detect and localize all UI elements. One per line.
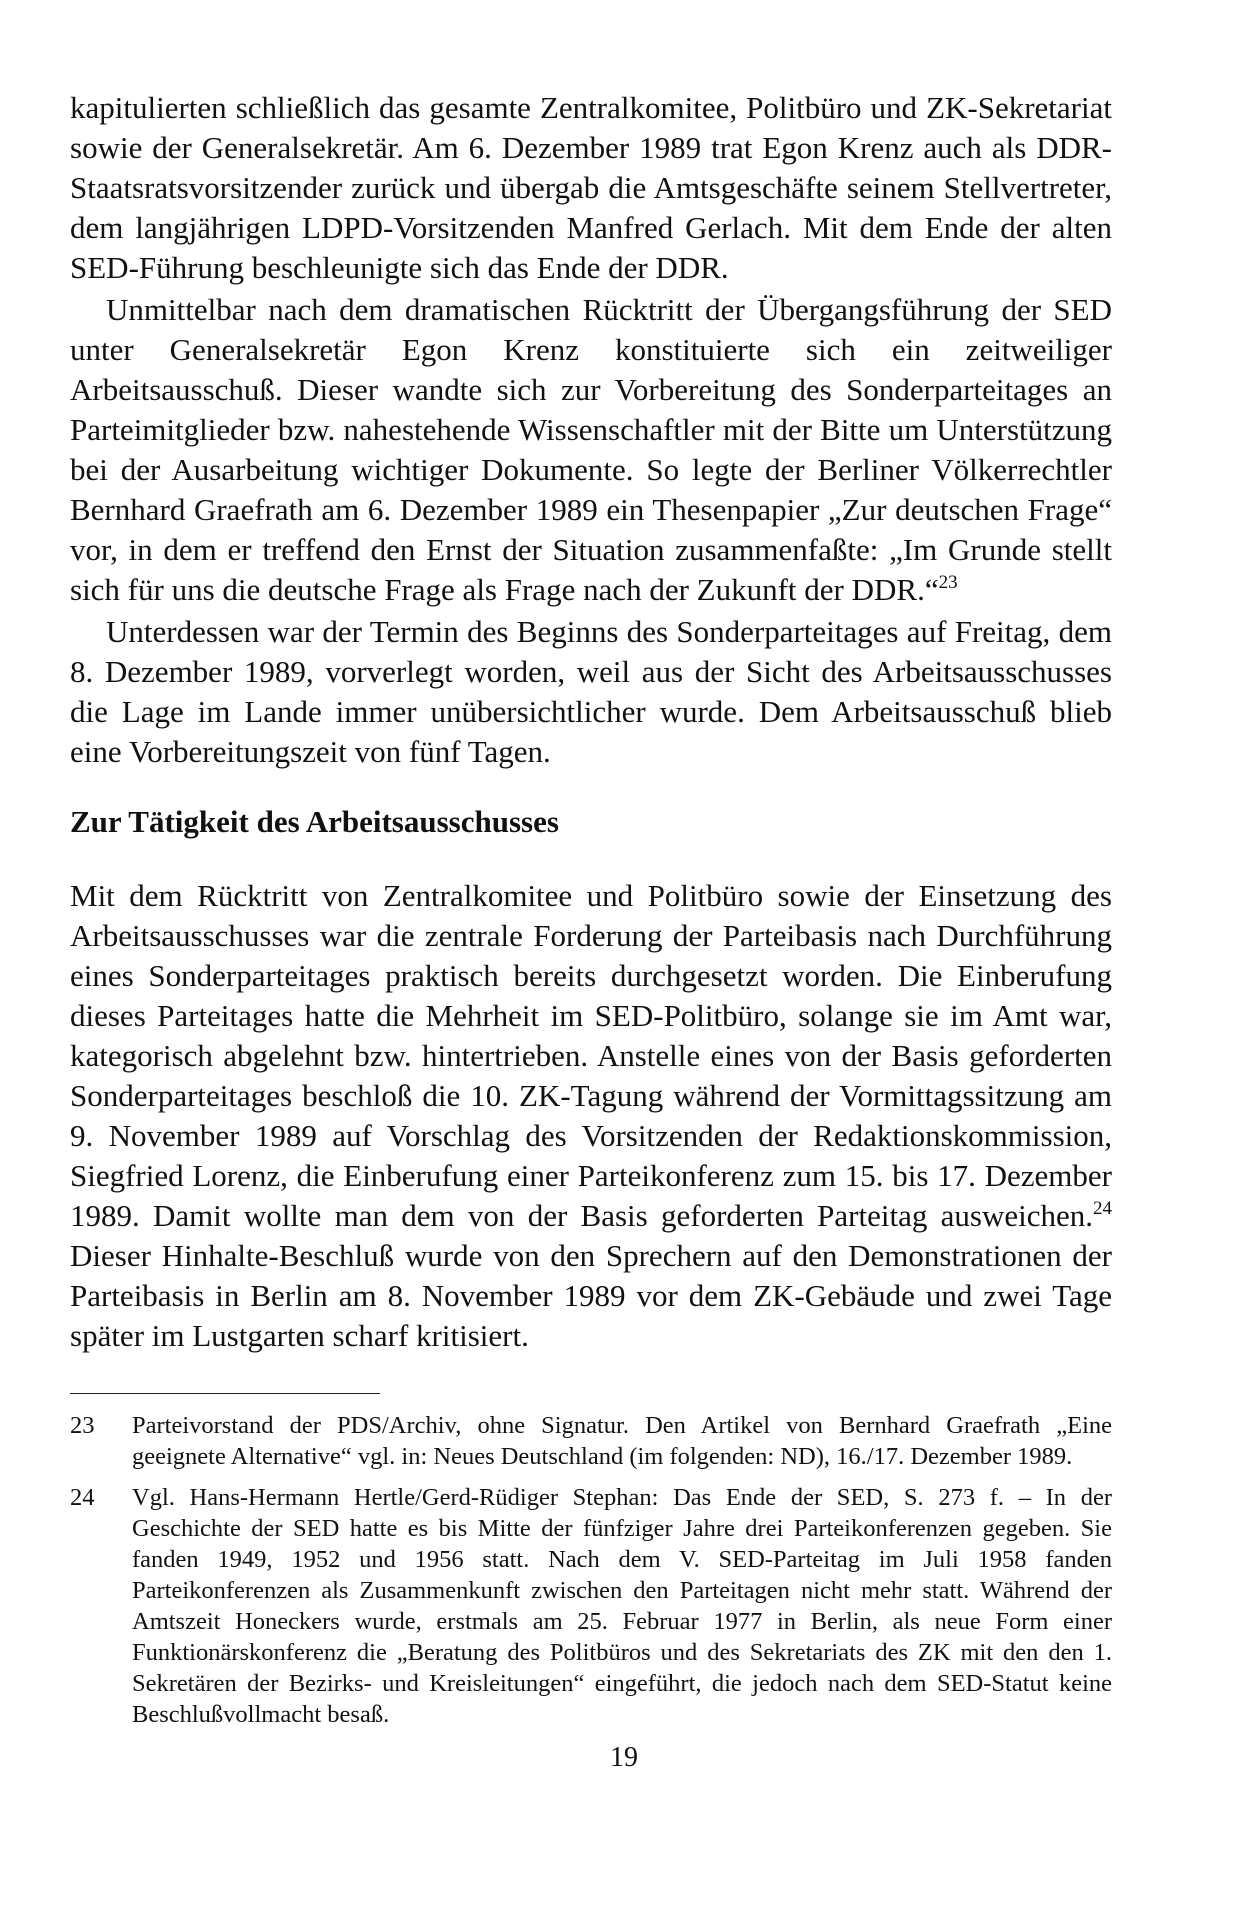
paragraph-1: kapitulierten schließlich das gesamte Zentralkomitee, Politbüro und ZK-Sekretariat sowie der Generalsekretär. Am 6. Dezember 1989 trat Egon Krenz auch als DDR-Staatsratsvorsitzender zurück und übergab die Amtsgeschäfte seinem Stellvertreter, dem langjährigen LDPD-Vorsitzenden Manfred Gerlach. Mit dem Ende der alten SED-Führung beschleunigte sich das Ende der DDR. [70, 90, 1112, 285]
footnote-number: 23 [70, 1412, 95, 1439]
page-number: 19 [610, 1742, 638, 1773]
footnote-number: 24 [70, 1484, 95, 1511]
paragraph-2-text: Unmittelbar nach dem dramatischen Rücktritt der Übergangsführung der SED unter Generalsekretär Egon Krenz konstituierte sich ein zeitweiliger Arbeitsausschuß. Dieser wandte sich zur Vorbereitung des Sonderparteitages an Parteimitglieder bzw. nahestehende Wissenschaftler mit der Bitte um Unterstützung bei der Ausarbeitung wichtiger Dokumente. So legte der Berliner Völkerrechtler Bernhard Graefrath am 6. Dezember 1989 ein Thesenpapier „Zur deutschen Frage“ vor, in dem er treffend den Ernst der Situation zusammenfaßte: „Im Grunde stellt sich für uns die deutsche Frage als Frage nach der Zukunft der DDR.“ [70, 292, 1112, 607]
footnote-divider [70, 1393, 380, 1394]
footnote-24 [70, 1482, 1112, 1730]
footnote-text: Vgl. Hans-Hermann Hertle/Gerd-Rüdiger Stephan: Das Ende der SED, S. 273 f. – In der Geschichte der SED hatte es bis Mitte der fünfziger Jahre drei Parteikonferenzen gegeben. Sie fanden 1949, 1952 und 1956 statt. Nach dem V. SED-Parteitag im Juli 1958 fanden Parteikonferenzen als Zusammenkunft zwischen den Parteitagen nicht mehr statt. Während der Amtszeit Honeckers wurde, erstmals am 25. Februar 1977 in Berlin, als neue Form einer Funktionärskonferenz die „Beratung des Politbüros und des Sekretariats des ZK mit den den 1. Sekretären der Bezirks- und Kreisleitungen“ eingeführt, die jedoch nach dem SED-Statut keine Beschlußvollmacht besaß. [132, 1484, 1112, 1728]
body-text [70, 88, 1112, 772]
paragraph-4-text-b: Dieser Hinhalte-Beschluß wurde von den Sprechern auf den Demonstrationen der Parteibasis in Berlin am 8. November 1989 vor dem ZK-Gebäude und zwei Tage später im Lustgarten scharf kritisiert. [70, 1238, 1112, 1353]
paragraph-4 [70, 876, 1112, 1356]
paragraph-2 [70, 290, 1112, 610]
paragraph-3: Unterdessen war der Termin des Beginns des Sonderparteitages auf Freitag, dem 8. Dezember 1989, vorverlegt worden, weil aus der Sicht des Arbeitsausschusses die Lage im Lande immer unübersichtlicher wurde. Dem Arbeitsausschuß blieb eine Vorbereitungszeit von fünf Tagen. [70, 614, 1112, 769]
footnote-23 [70, 1410, 1112, 1472]
footnotes [70, 1410, 1112, 1730]
section-heading: Zur Tätigkeit des Arbeitsausschusses [70, 804, 559, 839]
footnote-ref-24[interactable]: 24 [1093, 1198, 1112, 1219]
section-body [70, 876, 1112, 1356]
paragraph-4-text-a: Mit dem Rücktritt von Zentralkomitee und Politbüro sowie der Einsetzung des Arbeitsausschusses war die zentrale Forderung der Parteibasis nach Durchführung eines Sonderparteitages praktisch bereits durchgesetzt worden. Die Einberufung dieses Parteitages hatte die Mehrheit im SED-Politbüro, solange sie im Amt war, kategorisch abgelehnt bzw. hintertrieben. Anstelle eines von der Basis geforderten Sonderparteitages beschloß die 10. ZK-Tagung während der Vormittagssitzung am 9. November 1989 auf Vorschlag des Vorsitzenden der Redaktionskommission, Siegfried Lorenz, die Einberufung einer Parteikonferenz zum 15. bis 17. Dezember 1989. Damit wollte man dem von der Basis geforderten Parteitag ausweichen. [70, 878, 1112, 1233]
footnote-ref-23[interactable]: 23 [938, 572, 958, 593]
footnote-text: Parteivorstand der PDS/Archiv, ohne Signatur. Den Artikel von Bernhard Graefrath „Eine geeignete Alternative“ vgl. in: Neues Deutschland (im folgenden: ND), 16./17. Dezember 1989. [132, 1412, 1112, 1470]
page-content [70, 88, 1112, 1740]
